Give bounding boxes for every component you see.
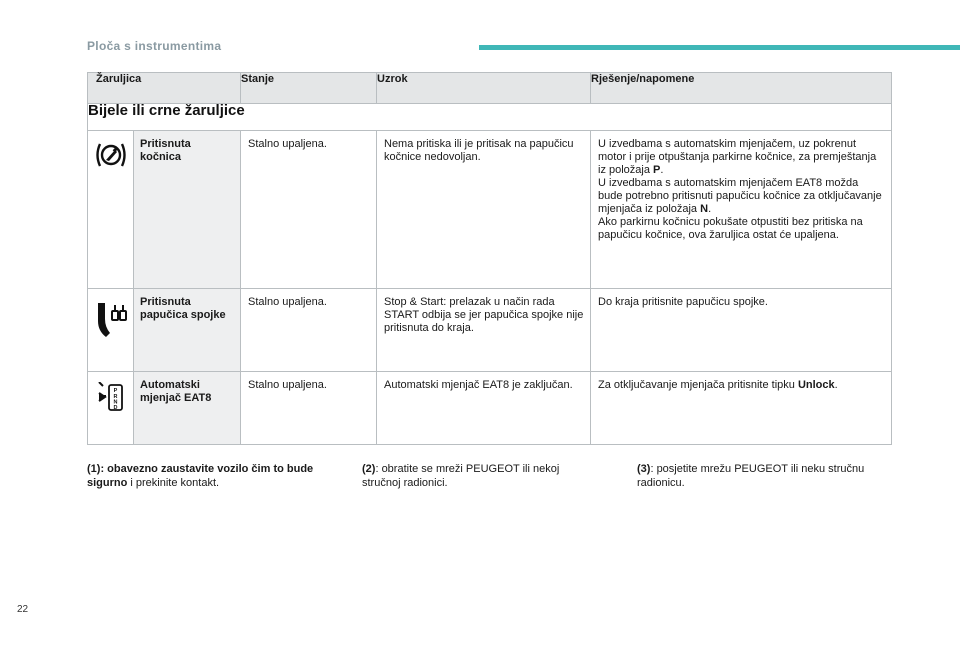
table-row <box>88 372 892 445</box>
solution-text: . <box>834 379 838 391</box>
light-cause: Stop & Start: prelazak u način rada START odbija se jer papučica spojke nije pritisnuta do kraja. <box>377 289 591 372</box>
icon-cell <box>88 289 134 372</box>
icon-cell <box>88 372 134 445</box>
footnote-2 <box>362 462 592 490</box>
accent-bar <box>479 45 960 50</box>
light-solution <box>591 131 892 289</box>
column-header-state: Stanje <box>241 73 377 104</box>
light-name: Pritisnuta papučica spojke <box>134 289 241 372</box>
footnote-ref: (1) <box>87 463 101 475</box>
solution-text: . <box>660 164 664 176</box>
light-state: Stalno upaljena. <box>241 372 377 445</box>
solution-bold: N <box>700 203 709 215</box>
footnote-text: i prekinite kontakt. <box>127 477 220 489</box>
group-title-row <box>88 104 892 131</box>
footnote-1 <box>87 462 343 490</box>
icon-cell <box>88 131 134 289</box>
solution-bold: Unlock <box>797 379 835 391</box>
solution-text: Za otključavanje mjenjača pritisnite tipku <box>598 379 798 391</box>
column-header-light: Žaruljica <box>88 73 241 104</box>
svg-text:N: N <box>113 399 117 406</box>
light-state: Stalno upaljena. <box>241 131 377 289</box>
solution-text: U izvedbama s automatskim mjenjačem, uz pokrenut motor i prije otpuštanja parkirne kočnice, za premještanja iz položaja <box>598 138 877 176</box>
solution-bold: P <box>653 164 661 176</box>
clutch-pedal-icon <box>94 299 128 339</box>
group-title: Bijele ili crne žaruljice <box>88 104 892 131</box>
footnote-3 <box>637 462 897 490</box>
brake-pedal-icon <box>94 141 128 169</box>
footnote-bold: : obavezno zaustavite vozilo čim to bude sigurno <box>87 463 314 489</box>
svg-text:D: D <box>113 405 117 411</box>
column-header-solution: Rješenje/napomene <box>591 73 892 104</box>
svg-text:R: R <box>113 394 117 400</box>
light-cause: Nema pritiska ili je pritisak na papučicu kočnice nedovoljan. <box>377 131 591 289</box>
svg-text:P: P <box>113 388 117 394</box>
solution-text: Ako parkirnu kočnicu pokušate otpustiti bez pritiska na papučicu kočnice, ova žaruljica ostat će upaljena. <box>598 216 863 241</box>
section-title: Ploča s instrumentima <box>87 39 222 53</box>
warning-lights-table <box>87 72 892 445</box>
light-state: Stalno upaljena. <box>241 289 377 372</box>
light-name: Automatski mjenjač EAT8 <box>134 372 241 445</box>
footnote-ref: (3) <box>637 463 651 475</box>
footnote-text: : posjetite mrežu PEUGEOT ili neku stručnu radionicu. <box>637 463 865 489</box>
light-solution: Do kraja pritisnite papučicu spojke. <box>591 289 892 372</box>
solution-text: . <box>708 203 712 215</box>
table-header-row <box>88 73 892 104</box>
footnote-text: : obratite se mreži PEUGEOT ili nekoj stručnoj radionici. <box>362 463 560 489</box>
light-solution <box>591 372 892 445</box>
gear-selector-icon <box>96 382 126 412</box>
solution-text: U izvedbama s automatskim mjenjačem EAT8 možda bude potrebno pritisnuti papučicu kočnice za otključavanje mjenjača iz položaja <box>598 177 882 215</box>
light-name: Pritisnuta kočnica <box>134 131 241 289</box>
table-row <box>88 289 892 372</box>
column-header-cause: Uzrok <box>377 73 591 104</box>
footnote-ref: (2) <box>362 463 376 475</box>
page-number: 22 <box>17 604 29 615</box>
light-cause: Automatski mjenjač EAT8 je zaključan. <box>377 372 591 445</box>
table-row <box>88 131 892 289</box>
